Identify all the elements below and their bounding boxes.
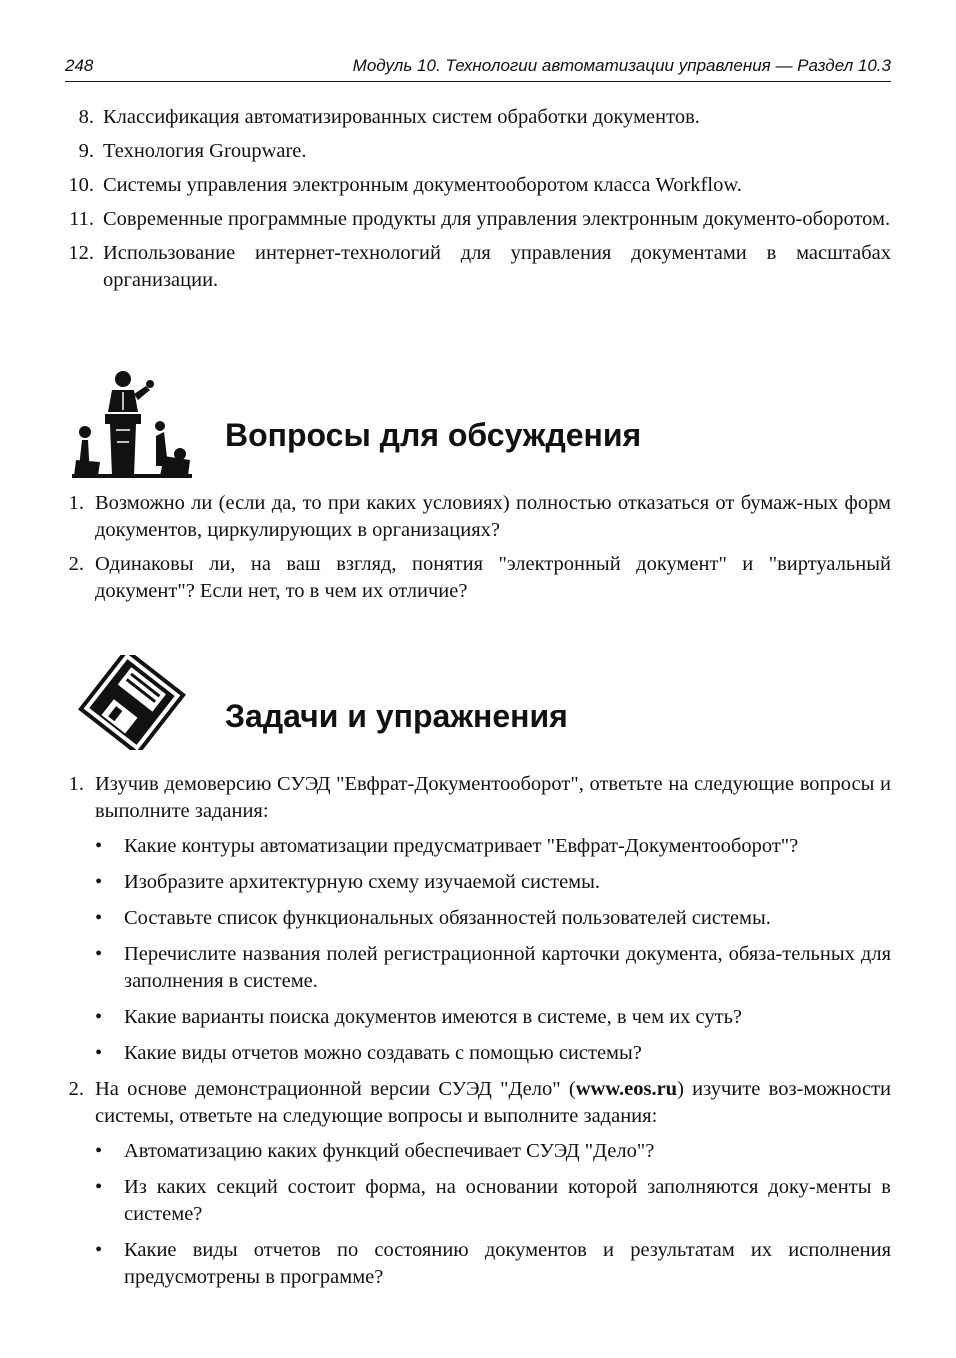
- item-text: Возможно ли (если да, то при каких условиях) полностью отказаться от бумаж-ных форм документов, циркулирующих в организациях?: [95, 492, 891, 541]
- bullet-text: Какие виды отчетов по состоянию документов и результатам их исполнения предусмотрены в программе?: [124, 1239, 891, 1288]
- bullet-icon: •: [95, 871, 103, 893]
- bullet-icon: •: [95, 1006, 103, 1028]
- floppy-disk-icon: [72, 655, 192, 750]
- item-text: Системы управления электронным документооборотом класса Workflow.: [103, 174, 742, 196]
- bullet-item: [95, 1004, 891, 1031]
- list-item: [0, 172, 956, 199]
- speaker-podium-icon: [72, 370, 192, 480]
- discussion-list: [0, 490, 956, 612]
- item-number: 12.: [68, 242, 94, 264]
- bullet-icon: •: [95, 907, 103, 929]
- bullet-icon: •: [95, 1239, 103, 1261]
- bullet-text: Составьте список функциональных обязанностей пользователей системы.: [124, 907, 771, 929]
- bullet-item: [95, 1174, 891, 1228]
- bullet-icon: •: [95, 1042, 103, 1064]
- bullet-text: Перечислите названия полей регистрационной карточки документа, обяза-тельных для заполнения в системе.: [124, 943, 891, 992]
- item-number: 8.: [78, 106, 94, 128]
- list-item: [0, 138, 956, 165]
- item-text: Технология Groupware.: [103, 140, 307, 162]
- task-item: [0, 1076, 956, 1291]
- bullet-text: Какие виды отчетов можно создавать с помощью системы?: [124, 1042, 642, 1064]
- discussion-heading: Вопросы для обсуждения: [225, 417, 642, 453]
- topics-list: [0, 104, 956, 301]
- bullet-icon: •: [95, 1140, 103, 1162]
- tasks-list: [0, 771, 956, 1300]
- bullet-text: Изобразите архитектурную схему изучаемой системы.: [124, 871, 601, 893]
- item-number: 9.: [78, 140, 94, 162]
- item-text: Классификация автоматизированных систем обработки документов.: [103, 106, 700, 128]
- bullet-item: [95, 941, 891, 995]
- bullet-item: [95, 833, 891, 860]
- task-item: [0, 771, 956, 1067]
- item-text: На основе демонстрационной версии СУЭД "Дело" (: [95, 1078, 576, 1100]
- running-title: Модуль 10. Технологии автоматизации управления — Раздел 10.3: [352, 56, 891, 75]
- task-bullets: [95, 1138, 891, 1291]
- url-link[interactable]: www.eos.ru: [575, 1078, 678, 1100]
- bullet-item: [95, 1237, 891, 1291]
- bullet-icon: •: [95, 1176, 103, 1198]
- list-item: [0, 206, 956, 233]
- bullet-text: Какие варианты поиска документов имеются в системе, в чем их суть?: [124, 1006, 743, 1028]
- item-number: 1.: [68, 773, 84, 795]
- bullet-item: [95, 869, 891, 896]
- bullet-text: Автоматизацию каких функций обеспечивает СУЭД "Дело"?: [124, 1140, 655, 1162]
- bullet-item: [95, 1040, 891, 1067]
- page-number: 248: [65, 56, 94, 75]
- running-head: [65, 52, 891, 82]
- item-number: 10.: [68, 174, 94, 196]
- item-text: ) изучите воз-можности системы, ответьте на следующие вопросы и выполните задания:: [95, 1078, 892, 1127]
- item-number: 1.: [68, 492, 84, 514]
- item-text: Современные программные продукты для управления электронным документо-оборотом.: [103, 208, 891, 230]
- item-text: Использование интернет-технологий для управления документами в масштабах организации.: [103, 242, 891, 291]
- tasks-heading: Задачи и упражнения: [225, 698, 568, 734]
- item-text: Одинаковы ли, на ваш взгляд, понятия "электронный документ" и "виртуальный документ"? Если нет, то в чем их отличие?: [95, 553, 891, 602]
- list-item: [0, 490, 956, 544]
- list-item: [0, 551, 956, 605]
- item-number: 11.: [69, 208, 94, 230]
- bullet-icon: •: [95, 835, 103, 857]
- list-item: [0, 104, 956, 131]
- item-number: 2.: [68, 1078, 84, 1100]
- bullet-icon: •: [95, 943, 103, 965]
- item-number: 2.: [68, 553, 84, 575]
- bullet-item: [95, 905, 891, 932]
- task-bullets: [95, 833, 891, 1067]
- bullet-text: Какие контуры автоматизации предусматривает "Евфрат-Документооборот"?: [124, 835, 799, 857]
- bullet-item: [95, 1138, 891, 1165]
- bullet-text: Из каких секций состоит форма, на основании которой заполняются доку-менты в системе?: [124, 1176, 891, 1225]
- list-item: [0, 240, 956, 294]
- item-text: Изучив демоверсию СУЭД "Евфрат-Документооборот", ответьте на следующие вопросы и выполните задания:: [95, 773, 891, 822]
